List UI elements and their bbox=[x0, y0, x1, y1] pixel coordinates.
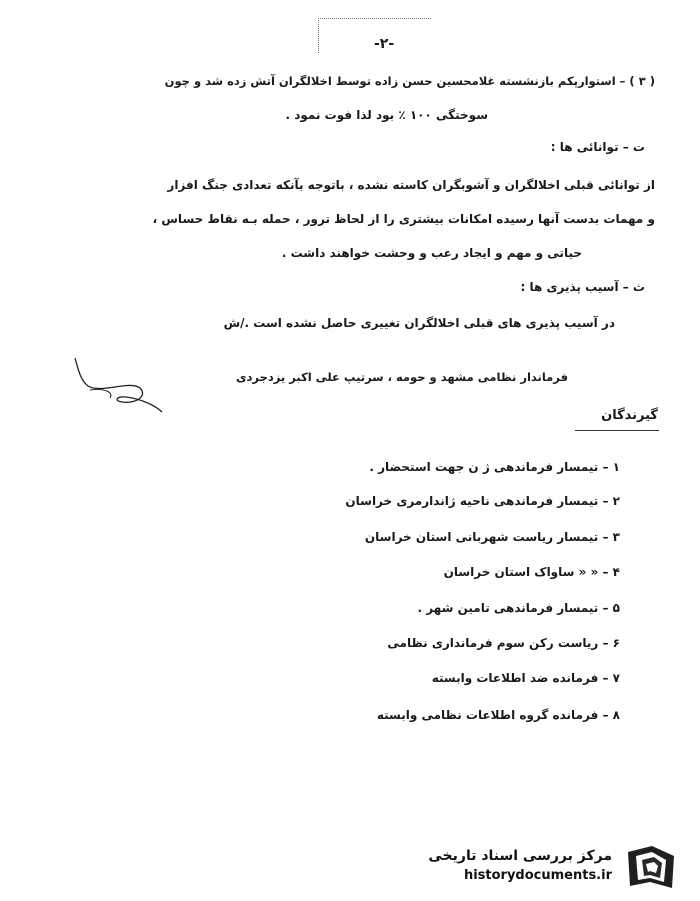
recipient-item-6: ۶ – ریاست رکن سوم فرمانداری نظامی bbox=[387, 636, 620, 650]
section-th-heading: ث – آسیب پذیری ها : bbox=[520, 280, 645, 294]
body-line-2: سوختگی ۱۰۰ ٪ بود لذا فوت نمود . bbox=[285, 108, 488, 122]
body-line-4: و مهمات بدست آنها رسیده امکانات بیشتری را از لحاظ ترور ، حمله بـه نقاط حساس ، bbox=[152, 212, 655, 226]
signatory-line: فرماندار نظامی مشهد و حومه ، سرتیپ علی اکبر یزدجردی bbox=[235, 370, 568, 384]
recipient-item-4: ۴ – « « ساواک استان خراسان bbox=[443, 565, 620, 579]
body-line-5: حیاتی و مهم و ایجاد رعب و وحشت خواهند داشت . bbox=[281, 246, 582, 260]
recipient-item-8: ۸ – فرمانده گروه اطلاعات نظامی وابسته bbox=[376, 708, 620, 722]
org-name: مرکز بررسی اسناد تاریخی bbox=[428, 848, 612, 864]
recipient-item-3: ۳ – تیمسار ریاست شهربانی استان خراسان bbox=[364, 530, 620, 544]
watermark-footer bbox=[420, 838, 690, 898]
body-line-6: در آسیب پذیری های قبلی اخلالگران تغییری حاصل نشده است ./ش bbox=[223, 316, 615, 330]
recipient-item-5: ۵ – تیمسار فرماندهی تامین شهر . bbox=[417, 601, 620, 615]
recipients-title: گیرندگان bbox=[601, 408, 658, 423]
body-line-1: ( ۳ ) – استوارپکم بازنشسته غلامحسین حسن زاده توسط اخلالگران آتش زده شد و چون bbox=[164, 74, 655, 88]
book-page-logo-icon bbox=[622, 842, 680, 894]
handwritten-signature bbox=[70, 350, 190, 420]
recipient-item-1: ۱ – تیمسار فرماندهی ژ ن جهت استحضار . bbox=[369, 460, 620, 474]
org-url: historydocuments.ir bbox=[463, 868, 612, 883]
recipient-item-7: ۷ – فرمانده ضد اطلاعات وابسته bbox=[431, 671, 620, 685]
recipient-item-2: ۲ – تیمسار فرماندهی ناحیه ژاندارمری خراسان bbox=[345, 494, 620, 508]
body-line-3: از توانائی قبلی اخلالگران و آشوبگران کاسته نشده ، باتوجه بآنکه تعدادی جنگ افزار bbox=[167, 178, 655, 192]
section-t-heading: ت – توانائی ها : bbox=[550, 140, 645, 154]
recipients-underline bbox=[575, 430, 659, 431]
page-number: -۲- bbox=[374, 36, 395, 52]
